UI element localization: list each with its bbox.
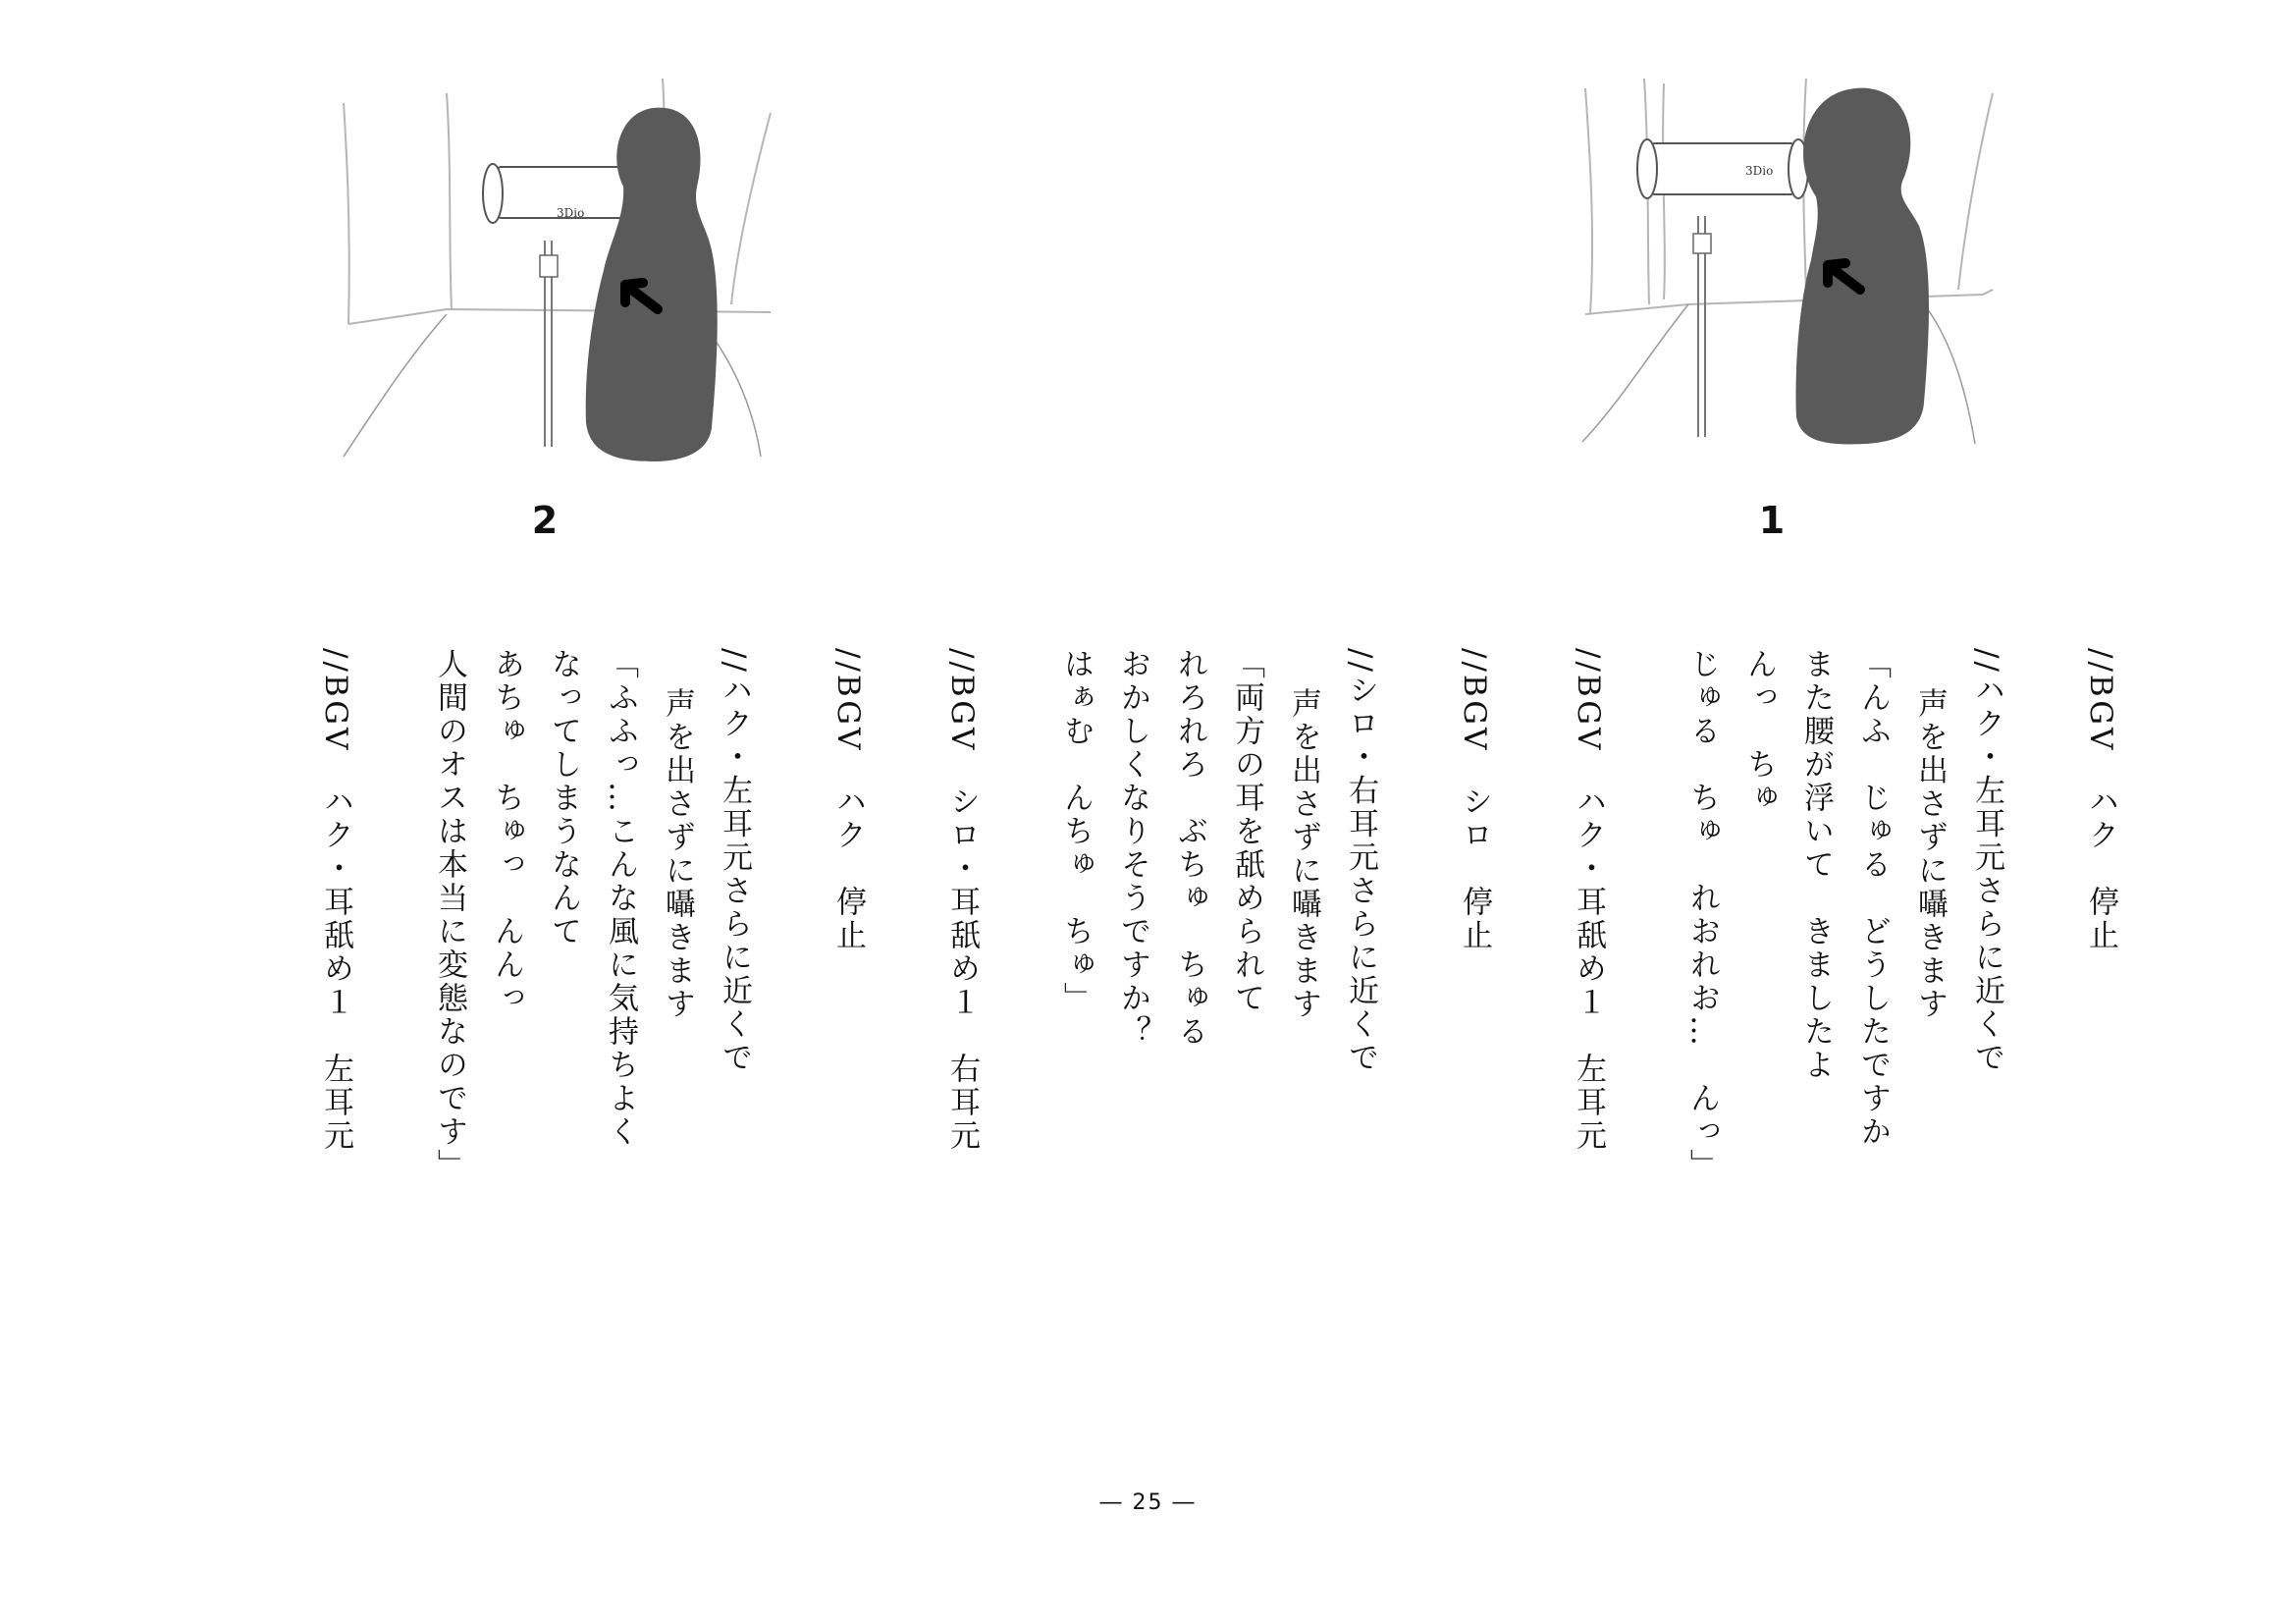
recording-scene-illustration <box>1571 79 2081 491</box>
line-spacer <box>990 648 1047 1237</box>
stage-direction-line: //BGV ハク・耳舐め１ 左耳元 <box>1571 648 1606 1154</box>
script-line: 人間のオスは本当に変態なのです」 <box>432 648 467 1182</box>
stage-direction-line: //ハク・左耳元さらに近くで <box>717 648 752 1075</box>
script-line: 「ふふっ…こんな風に気持ちよく <box>603 648 638 1149</box>
script-line: 「んふ じゅる どうしたですか <box>1855 648 1891 1149</box>
mic-brand-label: 3Dio <box>1745 164 1774 178</box>
line-spacer <box>877 648 934 1237</box>
script-line: 声を出さずに囁きます <box>1912 687 1948 1022</box>
illustration-panel-1 <box>1571 79 2081 491</box>
script-line: あちゅ ちゅっ んんっ <box>489 648 524 1015</box>
line-spacer <box>1617 648 1674 1237</box>
line-spacer <box>1503 648 1560 1237</box>
panel-number-2: 2 <box>531 499 559 542</box>
line-spacer <box>763 648 820 1237</box>
stage-direction-line: //BGV ハク・耳舐め１ 左耳元 <box>318 648 353 1154</box>
script-line: 声を出さずに囁きます <box>1286 687 1321 1022</box>
mic-brand-label: 3Dio <box>557 206 585 220</box>
script-line: 「両方の耳を舐められて <box>1229 648 1264 1015</box>
page-number: ― 25 ― <box>1099 1490 1197 1515</box>
illustration-panel-2 <box>339 79 849 491</box>
script-line: じゅる ちゅ れおれお… んっ」 <box>1684 648 1720 1182</box>
script-line: はぁむ んちゅ ちゅ」 <box>1058 648 1094 1015</box>
script-line: 声を出さずに囁きます <box>660 687 695 1022</box>
line-spacer <box>1389 648 1446 1237</box>
line-spacer <box>364 648 421 1237</box>
recording-scene-illustration <box>339 79 849 491</box>
panel-number-1: 1 <box>1758 499 1786 542</box>
stage-direction-line: //BGV シロ 停止 <box>1457 648 1492 953</box>
line-spacer <box>2015 648 2072 1237</box>
script-text-block <box>307 648 2129 1237</box>
stage-direction-line: //シロ・右耳元さらに近くで <box>1343 648 1378 1075</box>
script-line: また腰が浮いて きましたよ <box>1798 648 1834 1082</box>
script-line: んっ ちゅ <box>1741 648 1777 815</box>
stage-direction-line: //BGV シロ・耳舐め１ 右耳元 <box>944 648 980 1154</box>
script-line: なってしまうなんて <box>546 648 581 948</box>
script-line: おかしくなりそうですか？ <box>1115 648 1150 1049</box>
stage-direction-line: //BGV ハク 停止 <box>830 648 866 953</box>
stage-direction-line: //ハク・左耳元さらに近くで <box>1969 648 2004 1075</box>
script-line: れろれろ ぶちゅ ちゅる <box>1172 648 1207 1049</box>
stage-direction-line: //BGV ハク 停止 <box>2083 648 2118 953</box>
